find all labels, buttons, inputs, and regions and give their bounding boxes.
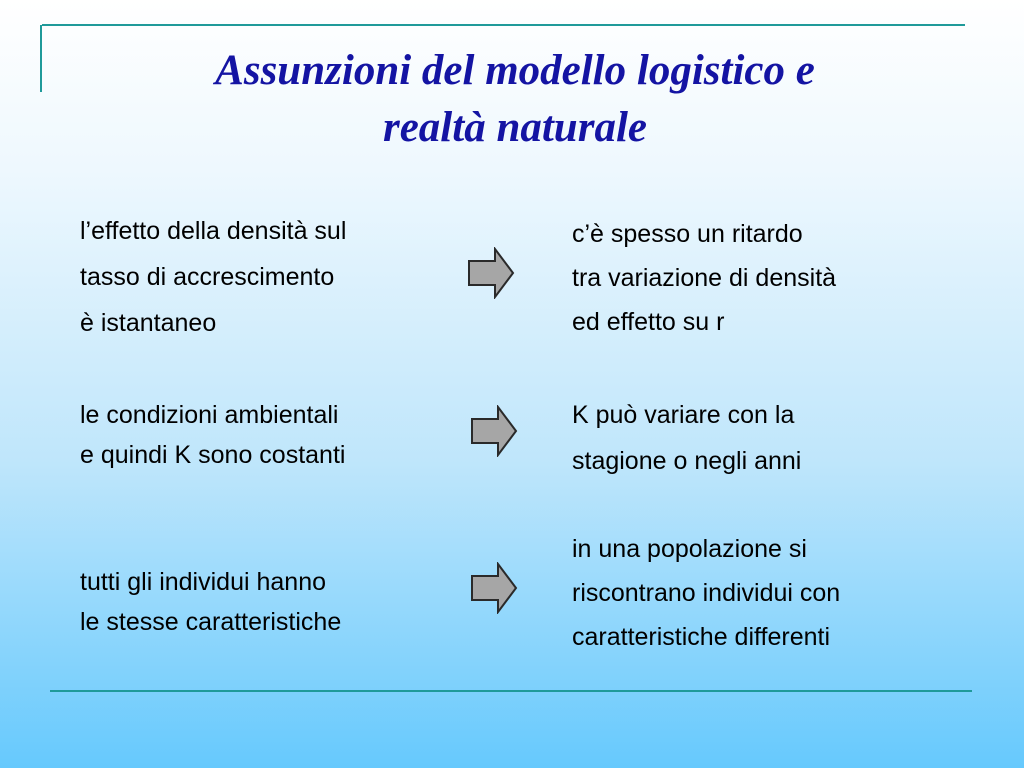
- assumption-1-line-2: tasso di accrescimento: [80, 263, 335, 291]
- slide-title: [60, 42, 970, 156]
- assumption-3: [80, 562, 341, 642]
- reality-2-line-1: K può variare con la: [572, 401, 795, 429]
- reality-3-line-2: riscontrano individui con: [572, 579, 841, 607]
- reality-1-line-3: ed effetto su r: [572, 308, 725, 336]
- title-rule-horizontal: [42, 24, 965, 26]
- slide-title-line-1: Assunzioni del modello logistico e: [215, 47, 815, 94]
- assumption-2: [80, 395, 345, 475]
- right-block-arrow-icon: [470, 405, 518, 457]
- assumption-2-line-2: e quindi K sono costanti: [80, 441, 346, 469]
- assumption-3-line-2: le stesse caratteristiche: [80, 608, 342, 636]
- assumption-1: [80, 208, 346, 346]
- reality-3: [572, 527, 840, 659]
- reality-3-line-1: in una popolazione si: [572, 535, 807, 563]
- title-rule-vertical: [40, 25, 42, 92]
- assumption-3-line-1: tutti gli individui hanno: [80, 568, 326, 596]
- reality-2: [572, 392, 801, 484]
- bottom-rule: [50, 690, 972, 692]
- assumption-1-line-3: è istantaneo: [80, 309, 217, 337]
- right-block-arrow-icon: [470, 562, 518, 614]
- reality-2-line-2: stagione o negli anni: [572, 447, 802, 475]
- reality-1: [572, 212, 836, 344]
- reality-3-line-3: caratteristiche differenti: [572, 623, 830, 651]
- assumption-2-line-1: le condizioni ambientali: [80, 401, 339, 429]
- reality-1-line-1: c’è spesso un ritardo: [572, 220, 803, 248]
- assumption-1-line-1: l’effetto della densità sul: [80, 217, 347, 245]
- slide-title-line-2: realtà naturale: [382, 104, 647, 151]
- right-block-arrow-icon: [467, 247, 515, 299]
- reality-1-line-2: tra variazione di densità: [572, 264, 837, 292]
